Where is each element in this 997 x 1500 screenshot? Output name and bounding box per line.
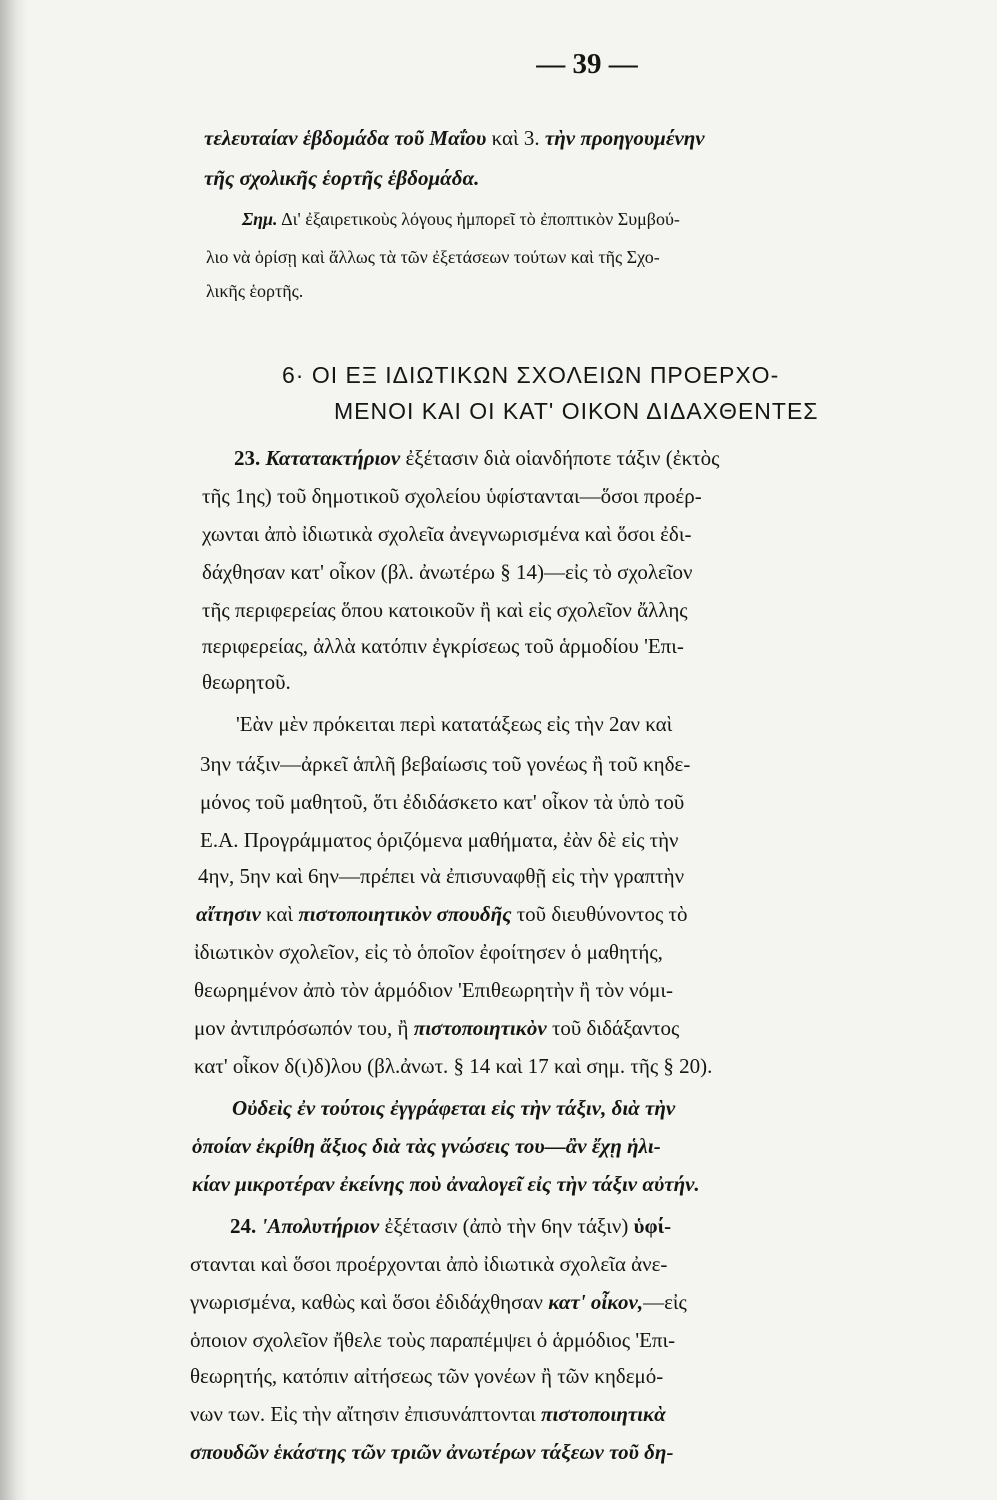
text-run: καὶ 3. [491,126,540,150]
text-run: —εἰς [643,1290,687,1314]
text-line: ὁποιον σχολεῖον ἤθελε τοὺς παραπέμψει ὁ ἁρμόδιος 'Επι- [190,1328,676,1352]
paragraph-number: 23. [234,446,261,470]
text-line: τῆς περιφερείας ὅπου κατοικοῦν ἢ καὶ εἰς σχολεῖον ἄλλης [202,598,688,622]
italic-phrase: αἴτησιν [196,902,261,926]
page-number: — 39 — [536,48,638,80]
text-line: 3ην τάξιν—ἀρκεῖ ἁπλῆ βεβαίωσις τοῦ γονέως ἢ τοῦ κηδε- [200,752,691,776]
text-line: θεωρητοῦ. [202,670,291,694]
text-line: θεωρητής, κατόπιν αἰτήσεως τῶν γονέων ἢ τῶν κηδεμό- [190,1364,664,1388]
text-run: ἐξέτασιν (ἀπὸ τὴν 6ην τάξιν) [384,1214,629,1238]
text-run: τοῦ διδάξαντος [551,1016,680,1040]
paragraph-number: 24. [230,1214,257,1238]
text-line: τῆς 1ης) τοῦ δημοτικοῦ σχολείου ὑφίστανται—ὅσοι προέρ- [202,484,702,508]
text-line [204,128,705,149]
italic-phrase: πιστοποιητικὸν σπουδῆς [298,902,512,926]
italic-phrase: πιστοποιητικὰ [540,1402,666,1426]
text-run: τοῦ διευθύνοντος τὸ [516,902,688,926]
text-line: μόνος τοῦ μαθητοῦ, ὅτι ἐδιδάσκετο κατ' οἶκον τὰ ὑπὸ τοῦ [200,790,685,814]
text-run: ὑφί- [633,1214,672,1238]
text-line [194,1018,679,1039]
text-line: σπουδῶν ἑκάστης τῶν τριῶν ἀνωτέρων τάξεων τοῦ δη- [190,1440,674,1464]
text-line: 4ην, 5ην καὶ 6ην—πρέπει νὰ ἐπισυναφθῇ εἰς τὴν γραπτὴν [198,864,685,888]
italic-phrase: τὴν προηγουμένην [544,126,705,150]
text-line [190,1404,666,1425]
text-line [190,1292,687,1313]
text-line: ἰδιωτικὸν σχολεῖον, εἰς τὸ ὁποῖον ἐφοίτησεν ὁ μαθητής, [194,940,663,964]
italic-phrase: πιστοποιητικὸν [413,1016,547,1040]
text-run: καὶ [266,902,294,926]
text-line: περιφερείας, ἀλλὰ κατόπιν ἐγκρίσεως τοῦ ἁρμοδίου 'Επι- [202,634,684,658]
text-line: Ε.Α. Προγράμματος ὁριζόμενα μαθήματα, ἐὰν δὲ εἰς τὴν [200,828,679,852]
text-run: μον ἀντιπρόσωπόν του, ἢ [194,1016,409,1040]
text-line: δάχθησαν κατ' οἶκον (βλ. ἀνωτέρω § 14)—εἰς τὸ σχολεῖον [202,560,693,584]
text-line: χωνται ἀπὸ ἰδιωτικὰ σχολεῖα ἀνεγνωρισμένα καὶ ὅσοι ἐδι- [202,522,692,546]
note-label: Σημ. [242,209,278,229]
italic-phrase: τελευταίαν ἑβδομάδα τοῦ Μαΐου [204,126,487,150]
section-heading: 6· ΟΙ ΕΞ ΙΔΙΩΤΙΚΩΝ ΣΧΟΛΕΙΩΝ ΠΡΟΕΡΧΟ- [282,362,780,388]
text-line [234,448,719,469]
text-line [196,904,687,925]
text-run: ἐξέτασιν διὰ οἱανδήποτε τάξιν (ἐκτὸς [405,446,720,470]
italic-phrase: Κατατακτήριον [265,446,401,470]
text-run: νων των. Εἰς τὴν αἴτησιν ἐπισυνάπτονται [190,1402,536,1426]
text-run: Δι' ἐξαιρετικοὺς λόγους ἠμπορεῖ τὸ ἐποπτικὸν Συμβού- [281,209,680,229]
text-line: τῆς σχολικῆς ἑορτῆς ἑβδομάδα. [204,166,480,190]
text-line [230,1216,671,1237]
text-run: γνωρισμένα, καθὼς καὶ ὅσοι ἐδιδάχθησαν [190,1290,543,1314]
text-line: λιο νὰ ὁρίσῃ καὶ ἄλλως τὰ τῶν ἐξετάσεων τούτων καὶ τῆς Σχο- [206,247,660,267]
text-line: ὁποίαν ἐκρίθη ἄξιος διὰ τὰς γνώσεις του—ἂν ἔχῃ ἡλι- [192,1134,661,1158]
text-line: λικῆς ἑορτῆς. [206,281,304,301]
text-line: κατ' οἶκον δ(ι)δ)λου (βλ.ἀνωτ. § 14 καὶ 17 καὶ σημ. τῆς § 20). [194,1054,713,1078]
page-edge-shadow [0,0,28,1500]
italic-phrase: 'Απολυτήριον [261,1214,380,1238]
text-line: Οὐδεὶς ἐν τούτοις ἐγγράφεται εἰς τὴν τάξιν, διὰ τὴν [232,1096,676,1120]
text-line: κίαν μικροτέραν ἐκείνης ποὺ ἀναλογεῖ εἰς τὴν τάξιν αὐτήν. [192,1172,700,1196]
text-line: στανται καὶ ὅσοι προέρχονται ἀπὸ ἰδιωτικὰ σχολεῖα ἀνε- [190,1252,668,1276]
italic-phrase: κατ' οἶκον, [548,1290,644,1314]
text-line: 'Εὰν μὲν πρόκειται περὶ κατατάξεως εἰς τὴν 2αν καὶ [236,712,673,736]
section-heading: ΜΕΝΟΙ ΚΑΙ ΟΙ ΚΑΤ' ΟΙΚΟΝ ΔΙΔΑΧΘΕΝΤΕΣ [334,398,819,424]
text-line [242,210,680,228]
text-line: θεωρημένον ἀπὸ τὸν ἁρμόδιον 'Επιθεωρητὴν ἢ τὸν νόμι- [194,978,674,1002]
